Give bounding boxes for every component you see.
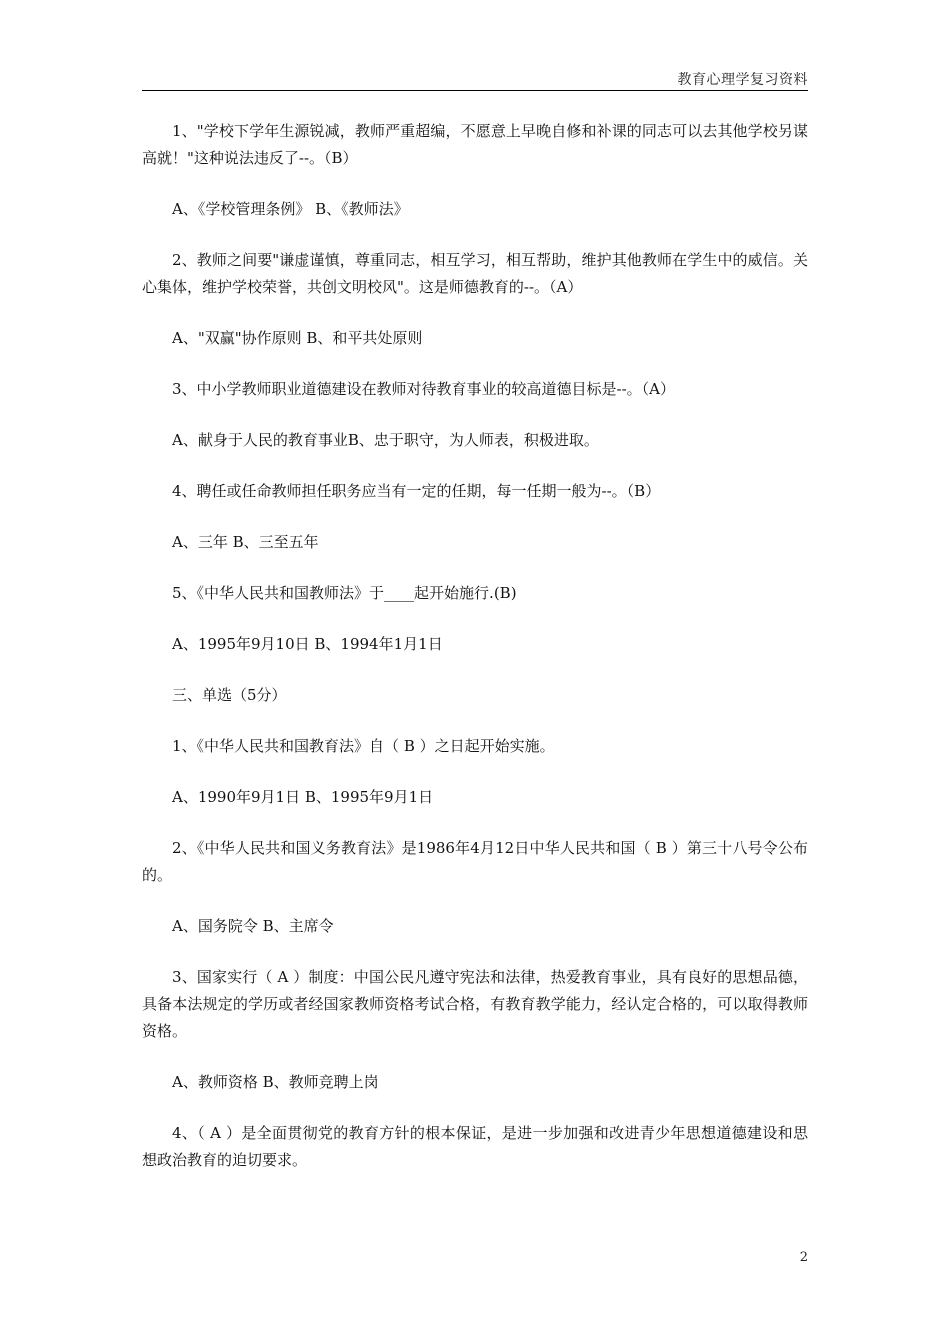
question-3-text: 3、中小学教师职业道德建设在教师对待教育事业的较高道德目标是--。（A） [172,380,676,398]
page-number: 2 [799,1250,808,1265]
question-4-options: A、三年 B、三至五年 [172,533,319,551]
header-rule [142,90,808,91]
question-2-text: 2、教师之间要"谦虚谨慎，尊重同志，相互学习，相互帮助，维护其他教师在学生中的威信。关心集体，维护学校荣誉，共创文明校风"。这是师德教育的--。（A） [142,251,808,296]
single-choice-1-text: 1、《中华人民共和国教育法》自（ B ）之日起开始实施。 [172,737,555,755]
section-heading: 三、单选（5分） [172,686,287,704]
single-choice-1-options: A、1990年9月1日 B、1995年9月1日 [172,788,434,806]
question-5-text: 5、《中华人民共和国教师法》于____起开始施行.(B) [172,584,517,602]
question-3-options: A、献身于人民的教育事业B、忠于职守，为人师表，积极进取。 [172,431,599,449]
single-choice-2-options: A、国务院令 B、主席令 [172,917,334,935]
question-1-text: 1、"学校下学年生源锐减，教师严重超编，不愿意上早晚自修和补课的同志可以去其他学校另谋高就！"这种说法违反了--。（B） [142,122,808,167]
question-5-options: A、1995年9月10日 B、1994年1月1日 [172,635,443,653]
question-1-options: A、《学校管理条例》 B、《教师法》 [172,200,409,218]
single-choice-3-text: 3、国家实行（ A ）制度：中国公民凡遵守宪法和法律，热爱教育事业，具有良好的思想品德，具备本法规定的学历或者经国家教师资格考试合格，有教育教学能力，经认定合格的，可以取得教师资格。 [142,968,808,1040]
question-4-text: 4、聘任或任命教师担任职务应当有一定的任期，每一任期一般为--。（B） [172,482,661,500]
single-choice-4-text: 4、（ A ）是全面贯彻党的教育方针的根本保证，是进一步加强和改进青少年思想道德建设和思想政治教育的迫切要求。 [142,1124,808,1169]
single-choice-3-options: A、教师资格 B、教师竞聘上岗 [172,1073,379,1091]
question-2-options: A、"双赢"协作原则 B、和平共处原则 [172,329,423,347]
document-body [142,118,808,1198]
single-choice-2-text: 2、《中华人民共和国义务教育法》是1986年4月12日中华人民共和国（ B ）第三十八号令公布的。 [142,839,808,884]
running-header-title: 教育心理学复习资料 [677,72,808,88]
